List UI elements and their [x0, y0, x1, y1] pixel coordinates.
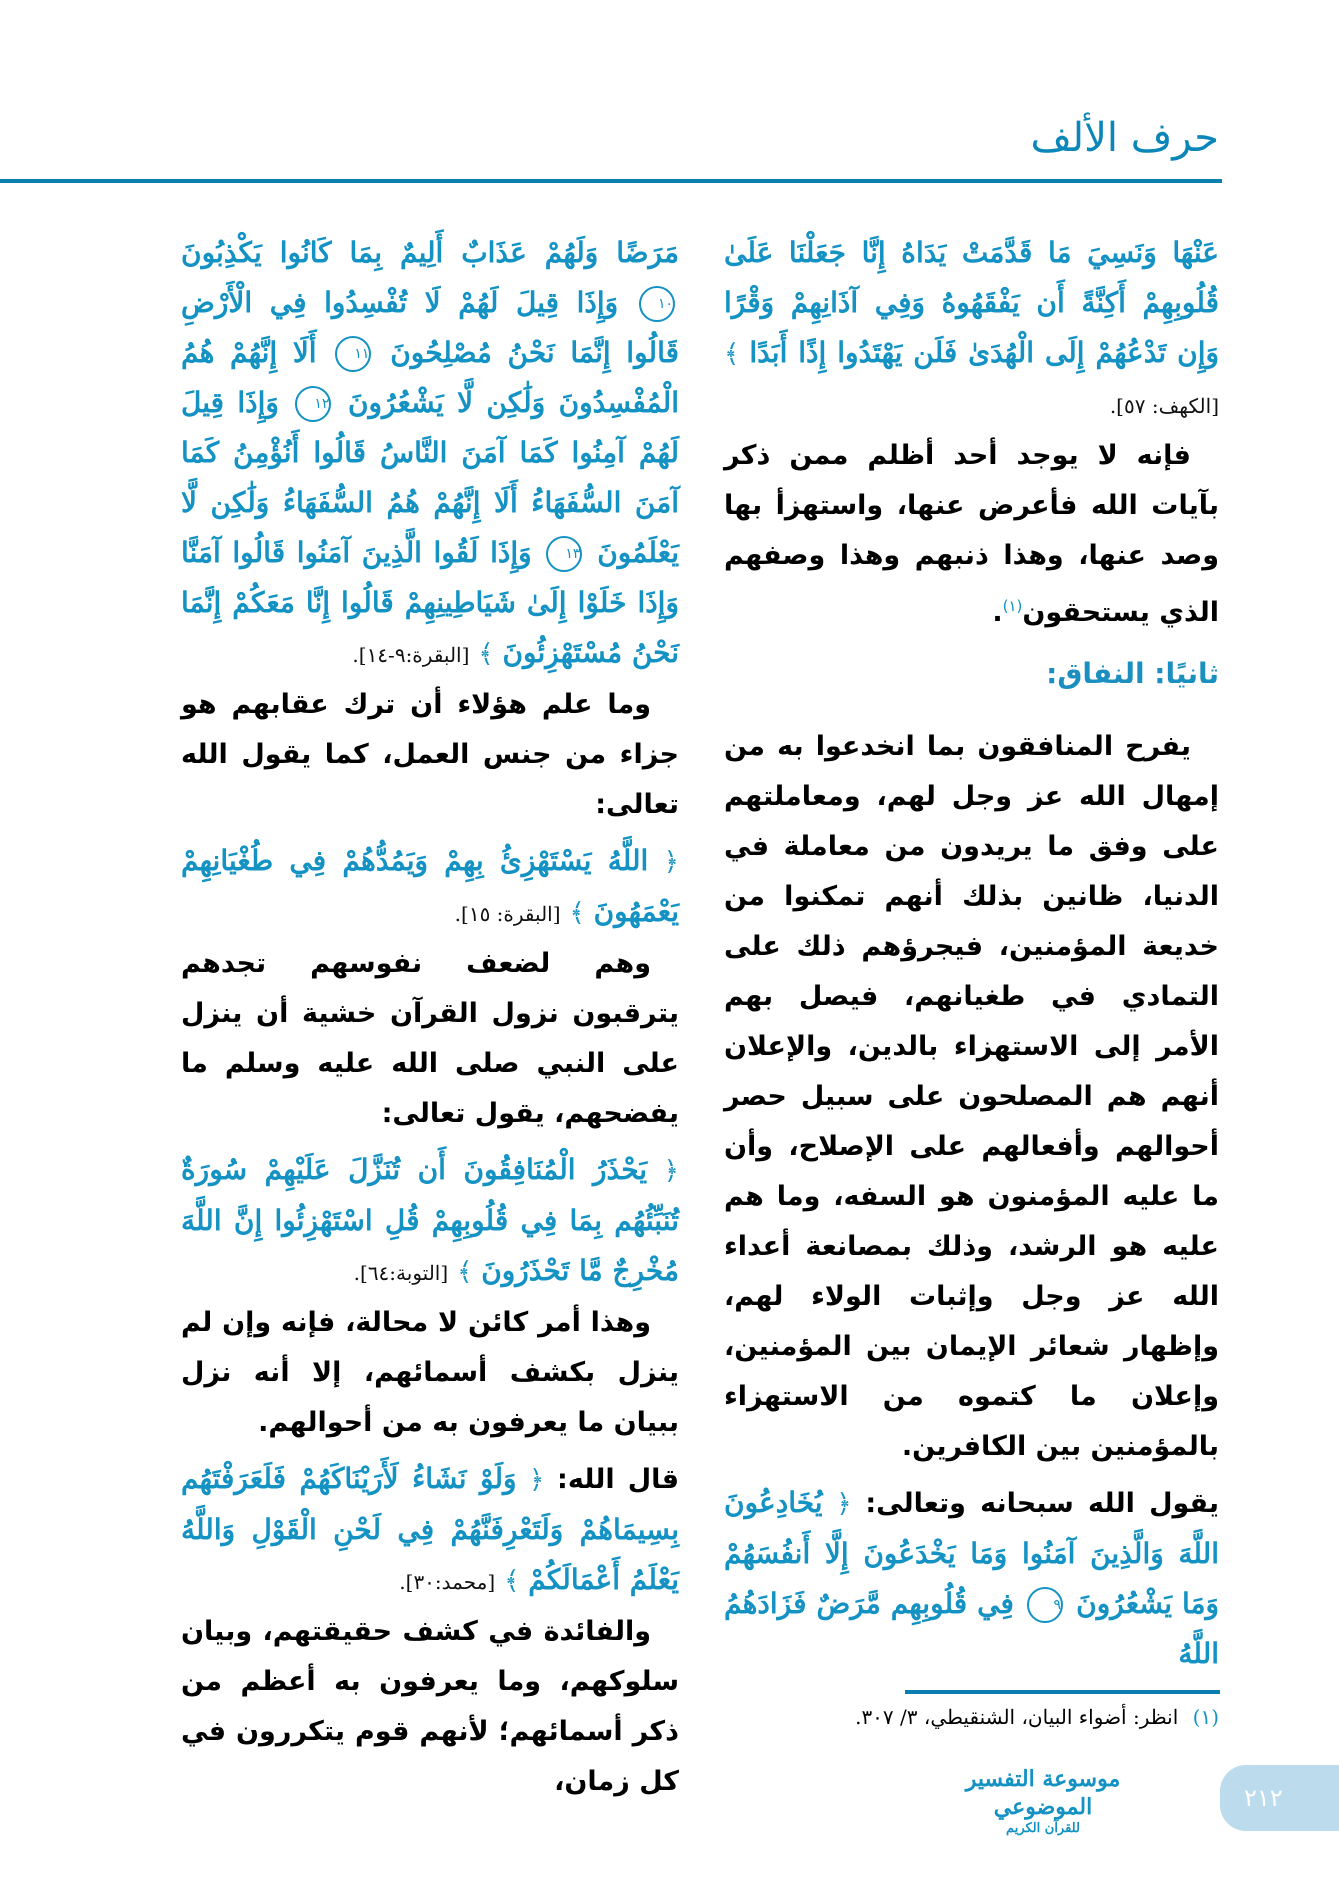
- ornate-bracket-open-icon: ﴿: [663, 1156, 679, 1186]
- verse-reference: [التوبة:٦٤].: [353, 1261, 449, 1285]
- paragraph: وهم لضعف نفوسهم تجدهم يترقبون نزول القرآن خشية أن ينزل على النبي صلى الله عليه وسلم ما يفضحهم، يقول تعالى:: [181, 948, 679, 1129]
- ayah-number-marker: ١٣: [546, 536, 582, 572]
- quran-text: يَحْذَرُ الْمُنَافِقُونَ أَن تُنَزَّلَ عَلَيْهِمْ سُورَةٌ تُنَبِّئُهُم بِمَا فِي قُلُوبِهِمْ قُلِ اسْتَهْزِئُوا إِنَّ اللَّهَ مُخْرِجٌ مَّا تَحْذَرُونَ: [181, 1153, 679, 1287]
- quran-text: وَإِذَا قِيلَ لَهُمْ آمِنُوا كَمَا آمَنَ النَّاسُ قَالُوا أَنُؤْمِنُ كَمَا آمَنَ السُّفَهَاءُ أَلَا إِنَّهُمْ هُمُ السُّفَهَاءُ وَلَٰكِن لَّا يَعْلَمُونَ: [181, 386, 679, 569]
- intro-text: قال الله:: [557, 1464, 680, 1495]
- quran-text: اللَّهُ يَسْتَهْزِئُ بِهِمْ وَيَمُدُّهُمْ فِي طُغْيَانِهِمْ يَعْمَهُونَ: [181, 844, 679, 928]
- quran-text: وَلَوْ نَشَاءُ لَأَرَيْنَاكَهُمْ فَلَعَرَفْتَهُم بِسِيمَاهُمْ وَلَتَعْرِفَنَّهُمْ فِي لَحْنِ الْقَوْلِ وَاللَّهُ يَعْلَمُ أَعْمَالَكُمْ: [181, 1462, 679, 1596]
- verse-reference: [البقرة: ١٥].: [454, 902, 561, 926]
- verse-reference: [محمد:٣٠].: [399, 1570, 496, 1594]
- encyclopedia-logo: [958, 1765, 1128, 1837]
- ornate-bracket-close-icon: ﴾: [478, 639, 494, 669]
- paragraph: وهذا أمر كائن لا محالة، فإنه وإن لم ينزل بكشف أسمائهم، إلا أنه نزل ببيان ما يعرفون به من أحوالهم.: [181, 1307, 679, 1438]
- quran-quote: [181, 1145, 679, 1298]
- paragraph-end: .: [992, 597, 1003, 628]
- header-rule: [0, 179, 1222, 183]
- quran-text: أَلَا إِنَّهُمْ هُمُ الْمُفْسِدُونَ وَلَٰكِن لَّا يَشْعُرُونَ: [181, 336, 679, 419]
- quran-quote: [181, 1454, 679, 1607]
- quran-text: وَإِذَا لَقُوا الَّذِينَ آمَنُوا قَالُوا آمَنَّا وَإِذَا خَلَوْا إِلَىٰ شَيَاطِينِهِمْ قَالُوا إِنَّا مَعَكُمْ إِنَّمَا نَحْنُ مُسْتَهْزِئُونَ: [181, 536, 679, 669]
- quran-text: يُخَادِعُونَ اللَّهَ وَالَّذِينَ آمَنُوا وَمَا يَخْدَعُونَ إِلَّا أَنفُسَهُمْ وَمَا يَشْعُرُونَ: [724, 1486, 1220, 1620]
- ayah-number-marker: ١٢: [295, 386, 331, 422]
- page-number-badge: ٢١٢: [1220, 1765, 1339, 1831]
- intro-text: يقول الله سبحانه وتعالى:: [865, 1488, 1220, 1519]
- ornate-bracket-close-icon: ﴾: [724, 339, 740, 369]
- footnote: [719, 1702, 1219, 1732]
- ornate-bracket-open-icon: ﴿: [836, 1489, 852, 1519]
- ornate-bracket-close-icon: ﴾: [457, 1257, 473, 1287]
- logo-subtitle: للقرآن الكريم: [1006, 1821, 1080, 1836]
- running-head-title: حرف الألف: [1030, 115, 1219, 161]
- verse-reference: [البقرة:٩-١٤].: [352, 643, 470, 667]
- left-column: [181, 228, 679, 1813]
- logo-title: موسوعة التفسير الموضوعي: [965, 1766, 1121, 1820]
- right-column: [724, 228, 1219, 1679]
- paragraph-text: فإنه لا يوجد أحد أظلم ممن ذكر بآيات الله فأعرض عنها، واستهزأ بها وصد عنها، وهذا ذنبهم وهذا وصفهم الذي يستحقون: [724, 440, 1219, 628]
- quran-text: فِي قُلُوبِهِم مَّرَضٌ فَزَادَهُمُ اللَّهُ: [724, 1587, 1219, 1670]
- verse-reference: [الكهف: ٥٧].: [1109, 394, 1219, 418]
- ayah-number-marker: ١٠: [639, 286, 675, 322]
- paragraph: والفائدة في كشف حقيقتهم، وبيان سلوكهم، وما يعرفون به أعظم من ذكر أسمائهم؛ لأنهم قوم يتكررون في كل زمان،: [181, 1616, 679, 1797]
- ornate-bracket-open-icon: ﴿: [663, 847, 679, 877]
- ornate-bracket-open-icon: ﴿: [529, 1465, 545, 1495]
- quran-quote: [181, 836, 679, 939]
- paragraph: وما علم هؤلاء أن ترك عقابهم هو جزاء من جنس العمل، كما يقول الله تعالى:: [181, 689, 679, 820]
- footnote-rule: [905, 1690, 1220, 1694]
- paragraph: يفرح المنافقون بما انخدعوا به من إمهال الله عز وجل لهم، ومعاملتهم على وفق ما يريدون من معاملة في الدنيا، ظانين بذلك أنهم تمكنوا من خديعة المؤمنين، فيجرؤهم ذلك على التمادي في طغيانهم، فيصل بهم الأمر إلى الاستهزاء بالدين، والإعلان أنهم هم المصلحون على سبيل حصر أحوالهم وأفعالهم على الإصلاح، وأن ما عليه المؤمنون هو السفه، وما هم عليه هو الرشد، وذلك بمصانعة أعداء الله عز وجل وإثبات الولاء لهم، وإظهار شعائر الإيمان بين المؤمنين، وإعلان ما كتموه من الاستهزاء بالمؤمنين بين الكافرين.: [724, 731, 1219, 1462]
- paragraph: [724, 431, 1219, 638]
- quran-text: مَرَضًا وَلَهُمْ عَذَابٌ أَلِيمٌ بِمَا كَانُوا يَكْذِبُونَ: [181, 236, 679, 269]
- footnote-marker[interactable]: (١): [1002, 597, 1023, 615]
- footnote-text: انظر: أضواء البيان، الشنقيطي، ٣/ ٣٠٧.: [855, 1705, 1179, 1729]
- ornate-bracket-close-icon: ﴾: [504, 1566, 520, 1596]
- quran-text: وَإِذَا قِيلَ لَهُمْ لَا تُفْسِدُوا فِي الْأَرْضِ قَالُوا إِنَّمَا نَحْنُ مُصْلِحُونَ: [181, 286, 679, 369]
- ayah-number-marker: ١١: [335, 336, 371, 372]
- quran-quote-baqarah-cont: [181, 228, 679, 680]
- section-heading: ثانيًا: النفاق:: [1046, 657, 1219, 690]
- ornate-bracket-close-icon: ﴾: [569, 898, 585, 928]
- quran-quote-kahf: [724, 228, 1219, 431]
- quran-text: عَنْهَا وَنَسِيَ مَا قَدَّمَتْ يَدَاهُ إِنَّا جَعَلْنَا عَلَىٰ قُلُوبِهِمْ أَكِنَّةً أَن يَفْقَهُوهُ وَفِي آذَانِهِمْ وَقْرًا وَإِن تَدْعُهُمْ إِلَى الْهُدَىٰ فَلَن يَهْتَدُوا إِذًا أَبَدًا: [724, 236, 1219, 369]
- footnote-number: (١): [1192, 1705, 1219, 1729]
- quran-quote-baqarah: [724, 1478, 1219, 1679]
- ayah-number-marker: ٩: [1027, 1587, 1063, 1623]
